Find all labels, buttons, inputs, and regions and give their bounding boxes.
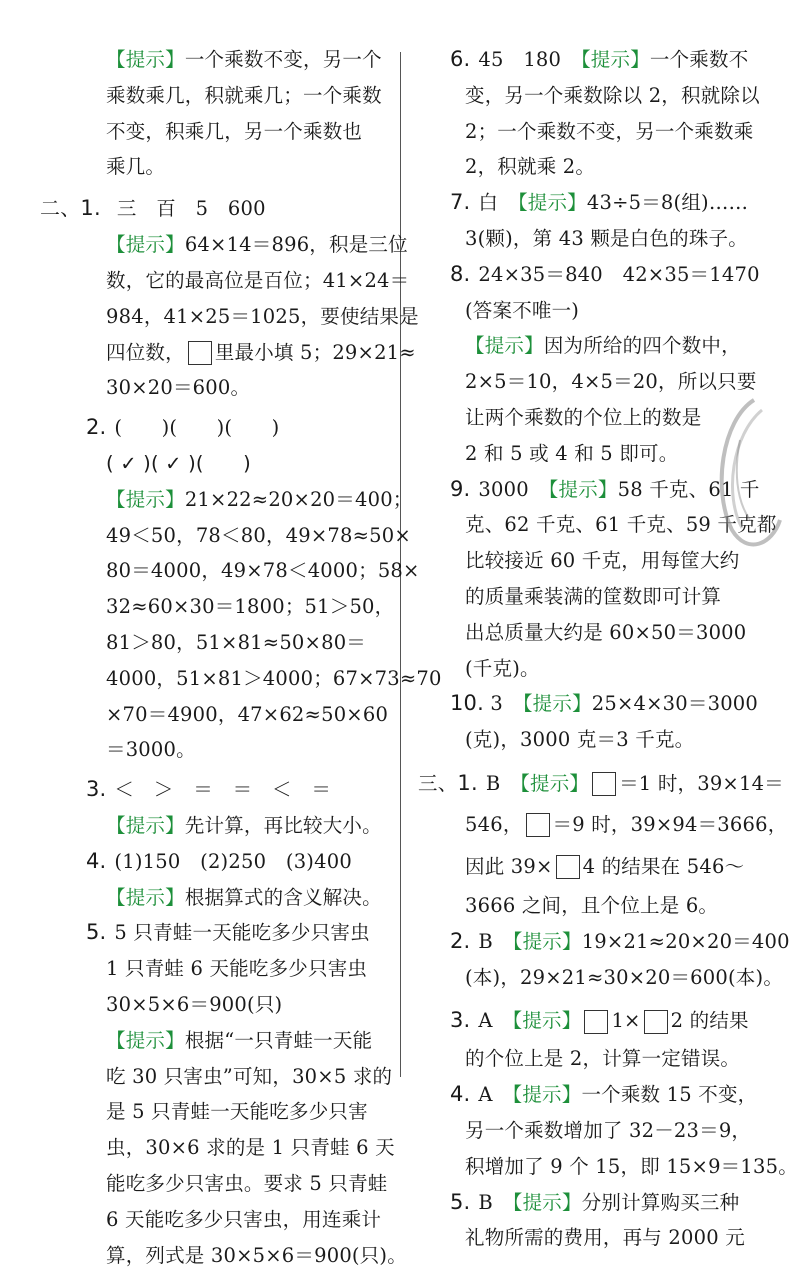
question-number: 5.	[86, 917, 108, 949]
hint-line	[40, 229, 390, 261]
hint-line	[40, 627, 390, 659]
hint-line	[418, 223, 790, 255]
hint-line	[40, 301, 390, 333]
hint-line	[418, 116, 790, 148]
hint-line	[418, 890, 790, 922]
hint-label: 【提示】	[512, 1009, 581, 1032]
answer-text: B	[486, 772, 520, 795]
section-number: 二、	[40, 191, 80, 225]
hint-line	[40, 484, 390, 516]
section-3-q2	[418, 926, 790, 958]
question-number: 7.	[450, 187, 472, 219]
hint-text: 乘数乘几，积就乘几；一个乘数	[106, 84, 382, 107]
section-3-q4	[418, 1079, 790, 1111]
hint-text: 的个位上是 2，计算一定错误。	[465, 1047, 740, 1070]
hint-label: 【提示】	[581, 48, 650, 71]
hint-line	[40, 1132, 390, 1164]
question-4	[40, 846, 390, 878]
hint-line	[40, 80, 390, 112]
hint-line	[40, 116, 390, 148]
question-number: 8.	[450, 259, 472, 291]
answer-text: 45 180	[478, 48, 580, 71]
hint-text: (千克)。	[465, 657, 540, 680]
hint-label: 【提示】	[549, 478, 618, 501]
hint-text: 【提示】19×21≈20×20＝400	[513, 930, 790, 953]
answer-line	[40, 448, 390, 480]
answer-text: A	[478, 1083, 512, 1106]
hint-line	[418, 1115, 790, 1147]
question-8	[418, 259, 790, 291]
section-3-q1	[418, 764, 790, 802]
answer-blank-box	[592, 772, 616, 796]
hint-line	[418, 848, 790, 886]
hint-text: 数，它的最高位是百位；41×24＝	[106, 269, 409, 292]
hint-text: 【提示】一个乘数 15 不变，	[512, 1083, 757, 1106]
hint-text: 比较接近 60 千克，用每筐大约	[465, 549, 739, 572]
hint-text: 里最小填 5；29×21≈	[215, 341, 416, 364]
hint-line	[418, 1043, 790, 1075]
hint-line	[40, 151, 390, 183]
hint-text: 【提示】先计算，再比较大小。	[106, 814, 382, 837]
hint-line	[40, 1204, 390, 1236]
answer-blank-box	[556, 855, 580, 879]
answer-blank-box	[526, 813, 550, 837]
pencil-scribble-mark	[692, 380, 792, 580]
hint-text: ＝3000。	[106, 738, 196, 761]
hint-text: 能吃多少只害虫。要求 5 只青蛙	[106, 1172, 388, 1195]
hint-text: 30×20＝600。	[106, 376, 250, 399]
hint-text: ×70＝4900，47×62≈50×60	[106, 703, 388, 726]
hint-text: 【提示】分别计算购买三种	[513, 1191, 740, 1214]
answer-text: A	[478, 1009, 512, 1032]
hint-text: 吃 30 只害虫”可知，30×5 求的	[106, 1065, 392, 1088]
hint-label: 【提示】	[520, 772, 589, 795]
left-column	[40, 44, 390, 1271]
question-10	[418, 688, 790, 720]
hint-label: 【提示】	[106, 488, 185, 511]
hint-line	[40, 337, 390, 369]
section-2-q1	[40, 191, 390, 225]
question-number: 10.	[450, 688, 484, 720]
hint-text: 81＞80，51×81≈50×80＝	[106, 631, 366, 654]
hint-text: (克)，3000 克＝3 千克。	[465, 728, 694, 751]
answer-text: 3	[490, 692, 522, 715]
hint-label: 【提示】	[523, 692, 592, 715]
hint-line	[418, 151, 790, 183]
question-number: 1.	[457, 764, 479, 802]
answer-blank-box	[584, 1010, 608, 1034]
hint-label: 【提示】	[518, 191, 587, 214]
section-number: 三、	[418, 772, 457, 795]
question-number: 4.	[86, 846, 108, 878]
hint-line	[40, 810, 390, 842]
hint-text: 2 的结果	[671, 1009, 749, 1032]
hint-text: 【提示】58 千克、61 千	[549, 478, 760, 501]
question-number: 9.	[450, 474, 472, 506]
hint-text: 【提示】根据算式的含义解决。	[106, 886, 382, 909]
question-number: 2.	[450, 926, 472, 958]
hint-text	[512, 1009, 581, 1032]
hint-text: 6 天能吃多少只害虫，用连乘计	[106, 1208, 381, 1231]
hint-text: 49＜50，78＜80，49×78≈50×	[106, 524, 411, 547]
hint-label: 【提示】	[106, 886, 185, 909]
hint-label: 【提示】	[512, 1083, 581, 1106]
section-3-q5	[418, 1187, 790, 1219]
hint-line	[40, 663, 390, 695]
hint-line	[40, 882, 390, 914]
answer-text: 1 只青蛙 6 天能吃多少只害虫	[106, 957, 367, 980]
answer-line	[40, 989, 390, 1021]
hint-text: 1×	[611, 1009, 640, 1032]
answer-text: 30×5×6＝900(只)	[106, 993, 282, 1016]
hint-label: 【提示】	[513, 930, 582, 953]
hint-text: (本)，29×21≈30×20＝600(本)。	[465, 966, 783, 989]
hint-line	[40, 734, 390, 766]
answer-text: (1)150 (2)250 (3)400	[114, 850, 352, 873]
right-column	[418, 44, 790, 1254]
hint-line	[40, 520, 390, 552]
hint-text: 让两个乘数的个位上的数是	[465, 406, 701, 429]
answer-line	[418, 295, 790, 327]
answer-line	[40, 953, 390, 985]
hint-text: 3(颗)，第 43 颗是白色的珠子。	[465, 227, 748, 250]
hint-text: 2，积就乘 2。	[465, 155, 595, 178]
answer-text: (答案不唯一)	[465, 299, 579, 322]
answer-text: 5 只青蛙一天能吃多少只害虫	[114, 921, 369, 944]
hint-text: 3666 之间，且个位上是 6。	[465, 894, 718, 917]
hint-line	[418, 806, 790, 844]
hint-text: 克、62 千克、61 千克、59 千克都	[465, 513, 777, 536]
hint-label: 【提示】	[106, 48, 185, 71]
hint-text: 的质量乘装满的筐数即可计算	[465, 585, 721, 608]
hint-line	[40, 265, 390, 297]
hint-text: 80＝4000，49×78＜4000；58×	[106, 559, 420, 582]
hint-text: 【提示】21×22≈20×20＝400；	[106, 488, 413, 511]
hint-line	[418, 1222, 790, 1254]
hint-text	[520, 772, 589, 795]
answer-text: ( ✓ )( ✓ )( )	[106, 452, 251, 475]
hint-line	[40, 1025, 390, 1057]
hint-line	[418, 330, 790, 362]
hint-label: 【提示】	[106, 233, 185, 256]
hint-text: 32≈60×30＝1800；51＞50，	[106, 595, 394, 618]
question-number: 2.	[86, 412, 108, 444]
question-number: 3.	[450, 1001, 472, 1039]
hint-line	[40, 699, 390, 731]
hint-text: 【提示】根据“一只青蛙一天能	[106, 1029, 372, 1052]
hint-text: 2；一个乘数不变，另一个乘数乘	[465, 120, 753, 143]
question-number: 1.	[80, 191, 102, 225]
hint-text: 【提示】因为所给的四个数中，	[465, 334, 741, 357]
hint-line	[418, 962, 790, 994]
hint-text: 四位数，	[106, 341, 185, 364]
hint-line	[418, 80, 790, 112]
question-number: 3.	[86, 774, 108, 806]
hint-text: 因此 39×	[465, 855, 553, 878]
hint-label: 【提示】	[106, 814, 185, 837]
hint-line	[40, 555, 390, 587]
hint-text: 乘几。	[106, 155, 165, 178]
hint-label: 【提示】	[106, 1029, 185, 1052]
hint-text: 礼物所需的费用，再与 2000 元	[465, 1226, 745, 1249]
hint-text: 变，另一个乘数除以 2，积就除以	[465, 84, 760, 107]
hint-line	[418, 1151, 790, 1183]
hint-line	[40, 1061, 390, 1093]
hint-line	[418, 617, 790, 649]
question-5	[40, 917, 390, 949]
hint-text: 984，41×25＝1025，要使结果是	[106, 305, 419, 328]
hint-label: 【提示】	[465, 334, 544, 357]
answer-text: ( )( )( )	[114, 416, 279, 439]
hint-line	[418, 653, 790, 685]
hint-text: 算，列式是 30×5×6＝900(只)。	[106, 1244, 407, 1267]
hint-text: ＝9 时，39×94＝3666，	[553, 813, 788, 836]
hint-label: 【提示】	[513, 1191, 582, 1214]
hint-text: 【提示】一个乘数不变，另一个	[106, 48, 382, 71]
hint-line	[40, 1168, 390, 1200]
section-3-q3	[418, 1001, 790, 1039]
hint-text: 【提示】一个乘数不	[581, 48, 749, 71]
hint-text: 不变，积乘几，另一个乘数也	[106, 120, 362, 143]
answer-text: B	[478, 1191, 512, 1214]
hint-text: 另一个乘数增加了 32－23＝9，	[465, 1119, 751, 1142]
answer-text: 3000	[478, 478, 548, 501]
hint-text: 4000，51×81＞4000；67×73≈70	[106, 667, 442, 690]
question-6	[418, 44, 790, 76]
hint-text: ＝1 时，39×14＝	[619, 772, 784, 795]
hint-text: 出总质量大约是 60×50＝3000	[465, 621, 746, 644]
hint-text: 虫，30×6 求的是 1 只青蛙 6 天	[106, 1136, 395, 1159]
question-number: 4.	[450, 1079, 472, 1111]
hint-text: 【提示】64×14＝896，积是三位	[106, 233, 408, 256]
hint-text: 【提示】25×4×30＝3000	[523, 692, 758, 715]
hint-line	[40, 591, 390, 623]
hint-text: 【提示】43÷5＝8(组)……	[518, 191, 748, 214]
hint-line	[418, 581, 790, 613]
hint-text: 是 5 只青蛙一天能吃多少只害	[106, 1100, 368, 1123]
question-2	[40, 412, 390, 444]
answer-blank-box	[644, 1010, 668, 1034]
question-number: 6.	[450, 44, 472, 76]
hint-text: 546，	[465, 813, 523, 836]
hint-line	[40, 372, 390, 404]
hint-line	[40, 1096, 390, 1128]
answer-text: 白	[478, 191, 517, 214]
question-7	[418, 187, 790, 219]
question-3	[40, 774, 390, 806]
answer-text: ＜ ＞ ＝ ＝ ＜ ＝	[114, 778, 331, 801]
hint-line	[418, 724, 790, 756]
hint-text: 2×5＝10，4×5＝20，所以只要	[465, 370, 757, 393]
answer-text: B	[478, 930, 512, 953]
hint-line	[40, 44, 390, 76]
hint-text: 积增加了 9 个 15，即 15×9＝135。	[465, 1155, 798, 1178]
answer-text: 三 百 5 600	[117, 197, 266, 220]
hint-line	[40, 1240, 390, 1271]
answer-text: 24×35＝840 42×35＝1470	[478, 263, 759, 286]
hint-text: 2 和 5 或 4 和 5 即可。	[465, 442, 678, 465]
hint-text: 4 的结果在 546～	[583, 855, 745, 878]
question-number: 5.	[450, 1187, 472, 1219]
answer-blank-box	[188, 341, 212, 365]
